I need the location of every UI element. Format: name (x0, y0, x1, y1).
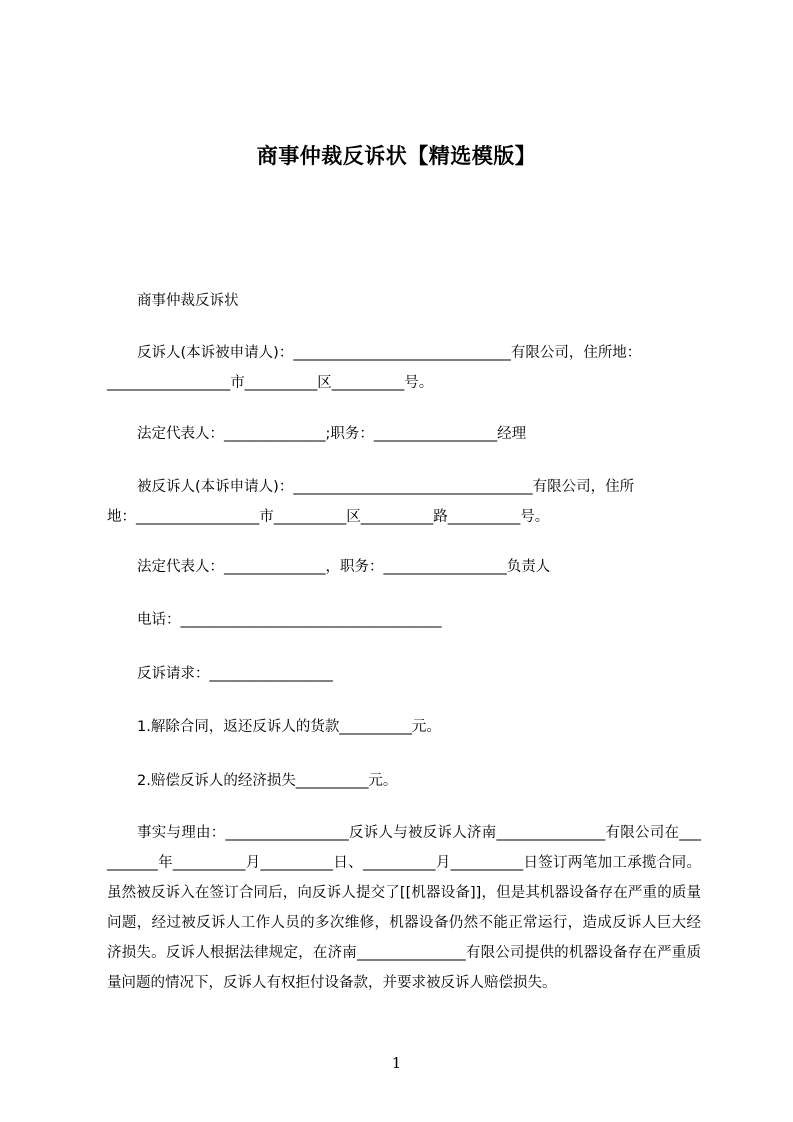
legal-representative-1: 法定代表人：______________;职务：_________________经理 (137, 426, 527, 442)
counterclaim-requests: 反诉请求：_________________ (137, 666, 333, 682)
facts-and-reasons: 事实与理由：_________________反诉人与被反诉人济南_______________有限公司在__________年__________月__________日、__________月__________日签订两笔加工承揽合同。虽然被反诉入在签订合同后，向反诉人提交了[[机器设备]]，但是其机器设备存在严重的质量问题，经过被反诉人工作人员的多次维修，机器设备仍然不能正常运行，造成反诉人巨大经济损失。反诉人根据法律规定，在济南_______________有限公司提供的机器设备存在严重质量问题的情况下，反诉人有权拒付设备款，并要求被反诉人赔偿损失。 (107, 825, 701, 991)
document-title: 商事仲裁反诉状【精选模版】 (256, 144, 537, 168)
respondent-paragraph (107, 472, 701, 532)
request-item-1: 1.解除合同，返还反诉人的货款__________元。 (137, 719, 441, 735)
section-heading: 商事仲裁反诉状 (137, 293, 239, 309)
phone-line: 电话：____________________________________ (137, 612, 442, 628)
respondent-line-2: 地：_________________市__________区__________路__________号。 (107, 509, 550, 525)
legal-representative-2: 法定代表人：______________，职务：_________________负责人 (137, 559, 551, 575)
counterclaimant-line-1: 反诉人(本诉被申请人)：______________________________有限公司，住所地： (137, 345, 642, 361)
counterclaimant-paragraph (107, 338, 701, 398)
request-item-2: 2.赔偿反诉人的经济损失__________元。 (137, 773, 398, 789)
page-number: 1 (391, 1054, 402, 1072)
respondent-line-1: 被反诉人(本诉申请人)：_________________________________有限公司，住所 (137, 479, 635, 495)
counterclaimant-line-2: _________________市__________区__________号。 (107, 375, 434, 391)
